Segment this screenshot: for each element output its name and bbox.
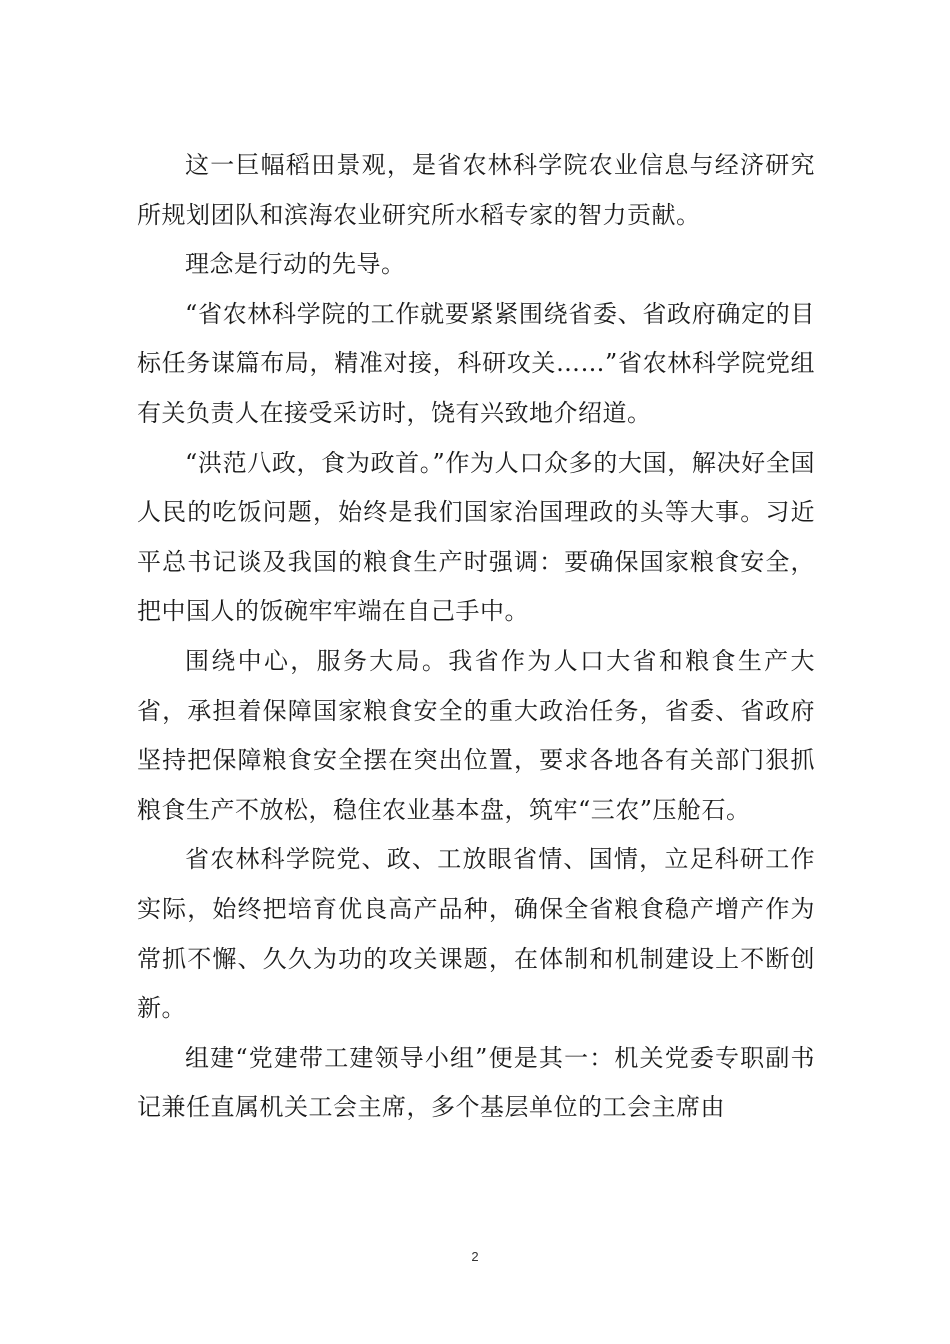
- paragraph-3: “省农林科学院的工作就要紧紧围绕省委、省政府确定的目标任务谋篇布局，精准对接，科研攻关……”省农林科学院党组有关负责人在接受采访时，饶有兴致地介绍道。: [137, 299, 815, 427]
- page-number: 2: [471, 1249, 479, 1264]
- paragraph-7: 组建“党建带工建领导小组”便是其一：机关党委专职副书记兼任直属机关工会主席，多个基层单位的工会主席由: [137, 1043, 815, 1122]
- paragraph-2: 理念是行动的先导。: [185, 250, 406, 279]
- paragraph-1: 这一巨幅稻田景观，是省农林科学院农业信息与经济研究所规划团队和滨海农业研究所水稻专家的智力贡献。: [137, 151, 815, 229]
- paragraph-5: 围绕中心，服务大局。我省作为人口大省和粮食生产大省，承担着保障国家粮食安全的重大政治任务，省委、省政府坚持把保障粮食安全摆在突出位置，要求各地各有关部门狠抓粮食生产不放松，稳住农业基本盘，筑牢“三农”压舱石。: [137, 646, 815, 824]
- article-body: [137, 141, 815, 1133]
- paragraph-6: 省农林科学院党、政、工放眼省情、国情，立足科研工作实际，始终把培育优良高产品种，确保全省粮食稳产增产作为常抓不懈、久久为功的攻关课题，在体制和机制建设上不断创新。: [137, 845, 815, 1023]
- paragraph-4: “洪范八政，食为政首。”作为人口众多的大国，解决好全国人民的吃饭问题，始终是我们国家治国理政的头等大事。习近平总书记谈及我国的粮食生产时强调：要确保国家粮食安全，把中国人的饭碗牢牢端在自己手中。: [137, 448, 815, 626]
